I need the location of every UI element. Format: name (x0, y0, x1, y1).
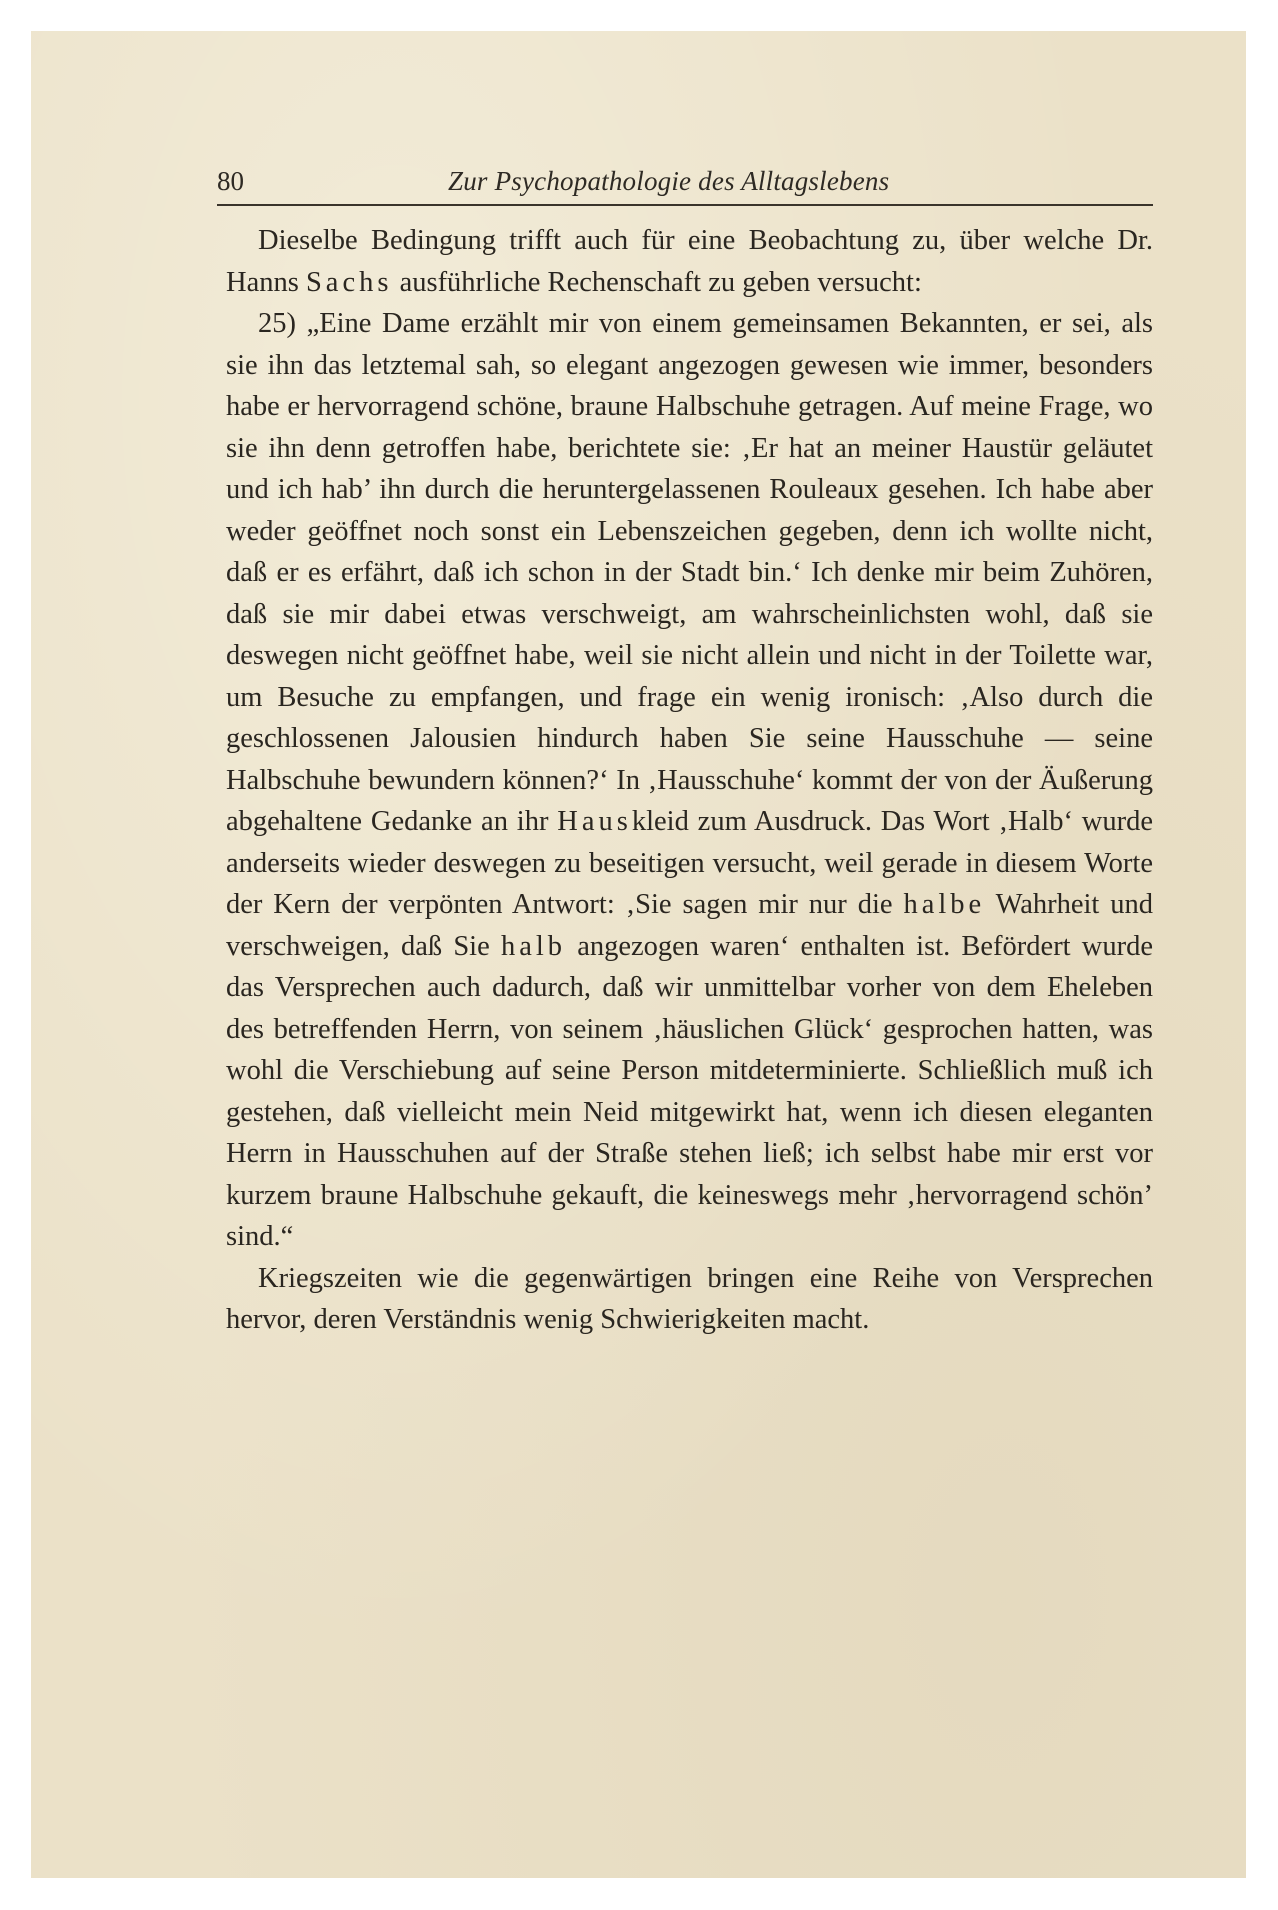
text-run: kleid zum Ausdruck. Das Wort ‚Halb‘ wurde anderseits wieder deswegen zu beseitigen versucht, weil gerade in diesem Worte der Kern der verpönten Antwort: ‚Sie sagen mir nur die (226, 806, 1153, 920)
header-rule (217, 204, 1153, 206)
running-title: Zur Psychopathologie des Alltagslebens (448, 166, 890, 196)
author-name-spaced: Sachs (305, 266, 393, 298)
text-run: ausführliche Rechenschaft zu geben versucht: (392, 266, 922, 298)
running-head (217, 159, 1153, 203)
emphasis-halb: halb (500, 930, 567, 962)
emphasis-halbe: halbe (903, 889, 986, 920)
emphasis-haus: Haus (557, 806, 632, 837)
text-run: angezogen waren‘ enthalten ist. Befördert wurde das Versprechen auch dadurch, daß wir unmittelbar vorher von dem Eheleben des betreffenden Herrn, von seinem ‚häuslichen Glück‘ gesprochen hatten, was wohl die Verschiebung auf seine Person mitdeterminierte. Schließlich muß ich gestehen, daß vielleicht mein Neid mitgewirkt hat, wenn ich diesen eleganten Herrn in Hausschuhen auf der Straße stehen ließ; ich selbst habe mir erst vor kurzem braune Halbschuhe gekauft, die keineswegs mehr ‚hervorragend schön’ sind.“ (226, 930, 1154, 1252)
page-number: 80 (217, 166, 244, 196)
text-run: Wahrheit und verschweigen, daß Sie (226, 889, 1153, 962)
text-run: Kriegszeiten wie die gegenwärtigen bringen eine Reihe von Versprechen hervor, deren Verständnis wenig Schwierigkeiten macht. (226, 1262, 1153, 1335)
body-text (226, 220, 1153, 1341)
text-run: Dieselbe Bedingung trifft auch für eine Beobachtung zu, über welche Dr. Hanns (226, 225, 1153, 298)
paragraph-closing (226, 1258, 1153, 1341)
paragraph-example-25 (226, 303, 1153, 1258)
text-run: 25) „Eine Dame erzählt mir von einem gemeinsamen Bekannten, er sei, als sie ihn das letztemal sah, so elegant angezogen gewesen wie immer, besonders habe er hervorragend schöne, braune Halbschuhe getragen. Auf meine Frage, wo sie ihn denn getroffen habe, berichtete sie: ‚Er hat an meiner Haustür geläutet und ich hab’ ihn durch die heruntergelassenen Rouleaux gesehen. Ich habe aber weder geöffnet noch sonst ein Lebenszeichen gegeben, denn ich wollte nicht, daß er es erfährt, daß ich schon in der Stadt bin.‘ Ich denke mir beim Zuhören, daß sie mir dabei etwas verschweigt, am wahrscheinlichsten wohl, daß sie deswegen nicht geöffnet habe, weil sie nicht allein und nicht in der Toilette war, um Besuche zu empfangen, und frage ein wenig ironisch: ‚Also durch die geschlossenen Jalousien hindurch haben Sie seine Hausschuhe — seine Halbschuhe bewundern können?‘ In ‚Hausschuhe‘ kommt der von der Äußerung abgehaltene Gedanke an ihr (226, 308, 1153, 837)
paragraph-intro (226, 220, 1153, 303)
book-page (31, 31, 1246, 1878)
